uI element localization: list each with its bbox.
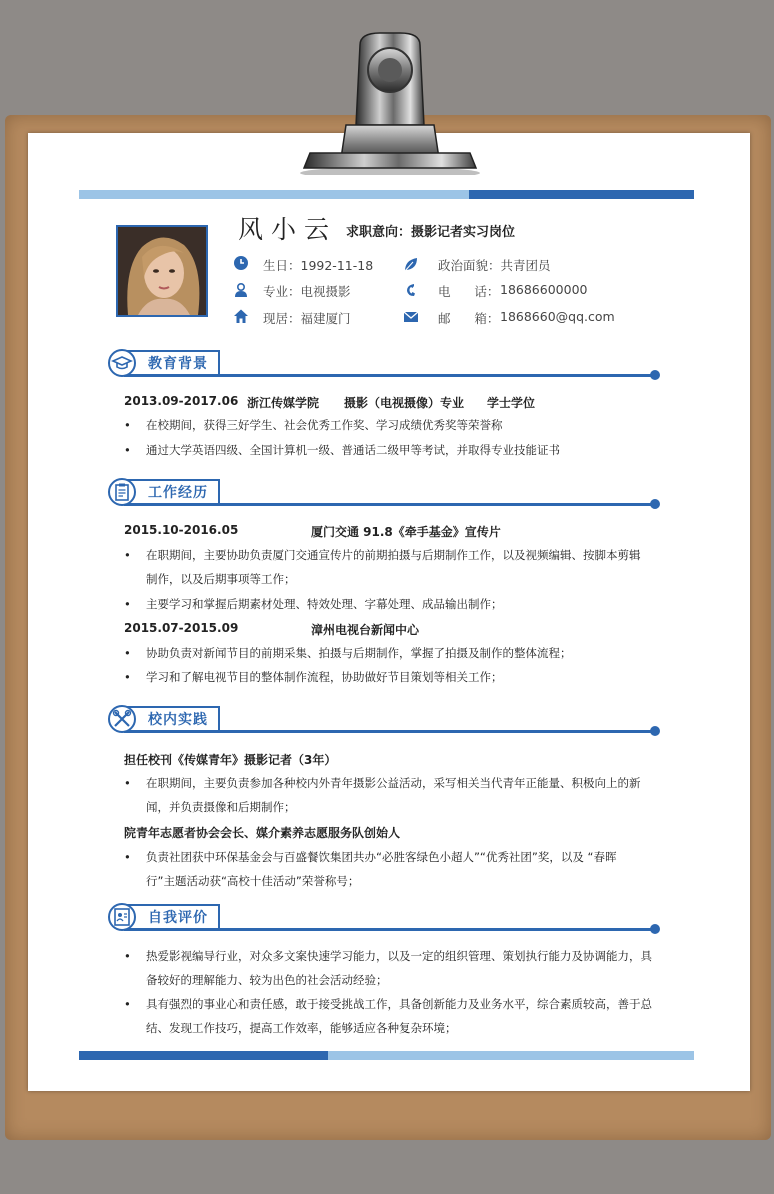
phone-icon — [403, 282, 419, 298]
job-bullet-continued: 制作，以及后期事项等工作； — [146, 572, 296, 586]
job-bullet: • 在职期间，主要协助负责厦门交通宣传片的前期拍摄与后期制作工作，以及视频编辑、按脚本剪辑 — [146, 543, 641, 567]
education-bullet: • 在校期间，获得三好学生、社会优秀工作奖、学习成绩优秀奖等荣誉称 — [146, 413, 503, 437]
work-title: 工作经历 — [148, 485, 208, 501]
education-school: 浙江传媒学院 — [247, 396, 320, 410]
candidate-name: 风小云 — [238, 215, 338, 244]
major-info: 专业：电视摄影 — [263, 284, 351, 299]
education-section-header — [108, 347, 660, 379]
job-bullet: • 主要学习和掌握后期素材处理、特效处理、字幕处理、成品输出制作； — [146, 592, 503, 616]
phone-info: 18686600000 — [500, 282, 588, 297]
graduation-cap-icon — [110, 351, 134, 375]
self-bullet: • 具有强烈的事业心和责任感，敢于接受挑战工作，具备创新能力及业务水平，综合素质较高，善于总 — [146, 992, 652, 1016]
education-title: 教育背景 — [148, 356, 208, 372]
profile-photo — [116, 225, 208, 317]
job-bullet: • 协助负责对新闻节目的前期采集、拍摄与后期制作，掌握了拍摄及制作的整体流程； — [146, 641, 572, 665]
self-bullet-continued: 备较好的理解能力、较为出色的社会活动经验； — [146, 973, 388, 987]
job-period: 2015.10-2016.05 — [124, 523, 239, 537]
campus-role: 担任校刊《传媒青年》摄影记者（3年） — [124, 753, 337, 767]
home-icon — [233, 308, 249, 324]
education-major: 摄影（电视摄像）专业 — [344, 396, 465, 410]
self-section-header — [108, 901, 660, 933]
education-bullet: • 通过大学英语四级、全国计算机一级、普通话二级甲等考试，并取得专业技能证书 — [146, 438, 560, 462]
campus-bullet-continued: 闻，并负责摄像和后期制作； — [146, 800, 296, 814]
residence-info: 现居：福建厦门 — [263, 311, 351, 326]
top-bar-dark — [469, 190, 694, 199]
bottom-bar-light — [328, 1051, 694, 1060]
email-info: 1868660@qq.com — [500, 309, 615, 324]
politics-info: 政治面貌：共青团员 — [438, 258, 551, 273]
self-bullet-continued: 结、发现工作技巧，提高工作效率，能够适应各种复杂环境； — [146, 1021, 457, 1035]
clipboard-icon — [110, 480, 134, 504]
tools-icon — [110, 707, 134, 731]
campus-bullet: • 负责社团获中环保基金会与百盛餐饮集团共办“必胜客绿色小超人”“优秀社团”奖，以及 “春晖 — [146, 845, 616, 869]
person-icon — [233, 282, 249, 298]
mail-icon — [403, 309, 419, 325]
job-period: 2015.07-2015.09 — [124, 621, 239, 635]
bottom-bar-dark — [79, 1051, 328, 1060]
top-bar-light — [79, 190, 469, 199]
education-period: 2013.09-2017.06 — [124, 394, 239, 408]
leaf-icon — [403, 256, 419, 272]
binder-clip-icon — [290, 25, 490, 175]
id-card-icon — [110, 905, 134, 929]
self-title: 自我评价 — [148, 910, 208, 926]
phone-label: 电 话： — [438, 284, 500, 299]
campus-bullet: • 在职期间，主要负责参加各种校内外青年摄影公益活动，采写相关当代青年正能量、积极向上的新 — [146, 771, 641, 795]
job-organization: 厦门交通 91.8《牵手基金》宣传片 — [311, 525, 501, 539]
campus-role: 院青年志愿者协会会长、媒介素养志愿服务队创始人 — [124, 826, 401, 840]
birth-info: 生日：1992-11-18 — [263, 258, 374, 273]
campus-section-header — [108, 703, 660, 735]
work-section-header — [108, 476, 660, 508]
job-bullet: • 学习和了解电视节目的整体制作流程，协助做好节目策划等相关工作； — [146, 665, 503, 689]
campus-title: 校内实践 — [148, 712, 208, 728]
clock-icon — [233, 255, 249, 271]
job-objective: 求职意向：摄影记者实习岗位 — [346, 225, 516, 240]
campus-bullet-continued: 行”主题活动获“高校十佳活动”荣誉称号； — [146, 874, 360, 888]
job-organization: 漳州电视台新闻中心 — [311, 623, 420, 637]
self-bullet: • 热爱影视编导行业，对众多文案快速学习能力，以及一定的组织管理、策划执行能力及协调能力，具 — [146, 944, 652, 968]
email-label: 邮 箱： — [438, 311, 500, 326]
education-degree: 学士学位 — [487, 396, 536, 410]
